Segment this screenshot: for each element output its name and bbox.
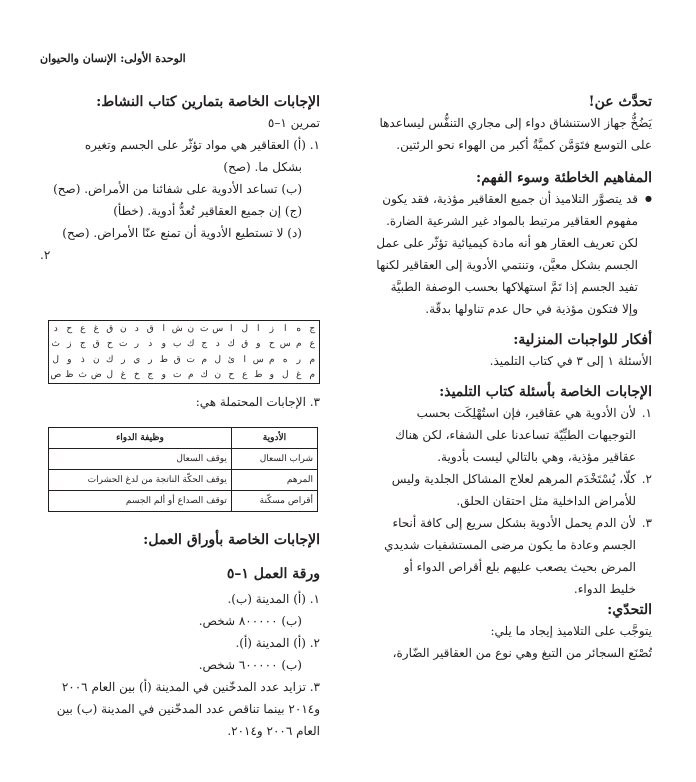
grid-letter: و bbox=[67, 354, 72, 365]
misc-line: مفهوم العقاقير مرتبط بالمواد غير الشرعية الضارة. bbox=[386, 214, 638, 228]
answer-line: كلّا، يُسْتَخْدَم المرهم لعلاج المشاكل الجلدية وليس bbox=[391, 472, 636, 486]
grid-letter: ر bbox=[296, 354, 301, 365]
answer-line: الجسم وعادة ما يكون مرضى المستشفيات شديدي bbox=[384, 538, 636, 552]
table-header: الأدوية bbox=[231, 428, 317, 449]
grid-letter: ا bbox=[230, 323, 233, 334]
talk-line: على التوسع فتَوَمَّن كميَّةٌ أكبر من الهواء نحو الرئتين. bbox=[396, 138, 652, 152]
grid-letter: غ bbox=[93, 323, 99, 334]
grid-letter: ط bbox=[254, 370, 263, 381]
table-row bbox=[49, 449, 318, 470]
grid-letter: ع bbox=[242, 370, 248, 381]
table-header-row bbox=[49, 428, 318, 449]
misc-line: وإلا فتكون مؤذية في حال عدم تناولها بدقّة. bbox=[425, 302, 638, 316]
grid-letter: د bbox=[134, 323, 139, 334]
grid-letter: ت bbox=[200, 323, 209, 334]
exercise-label: تمرين ١–٥ bbox=[267, 116, 320, 130]
grid-letter: و bbox=[161, 370, 166, 381]
grid-letter: ق bbox=[173, 354, 181, 365]
misc-line: تفيد الجسم إذا تَمَّ استهلاكها بحسب الوصفة الطبيَّة bbox=[390, 280, 638, 294]
grid-letter: ز bbox=[67, 339, 72, 350]
challenge-line: تُصْنَع السجائر من التبغ وهي نوع من العقاقير الضّارة، bbox=[392, 646, 652, 660]
table-row bbox=[49, 491, 318, 512]
grid-letter: ن bbox=[214, 370, 222, 381]
ws-line: ١. (أ) المدينة (ب). bbox=[227, 592, 320, 606]
grid-letter: غ bbox=[296, 370, 302, 381]
grid-letter: ت bbox=[173, 370, 182, 381]
grid-letter: و bbox=[256, 339, 261, 350]
sb-answer-3 bbox=[336, 512, 652, 600]
ws-line: (ب) ٦٠٠٠٠٠ شخص. bbox=[198, 658, 302, 672]
grid-letter: ر bbox=[134, 339, 139, 350]
grid-letter: ل bbox=[106, 370, 114, 381]
q1-line: بشكل ما. (صح) bbox=[223, 160, 302, 174]
q2-number: ٢. bbox=[40, 248, 51, 262]
worksheet-subtitle: ورقة العمل ١–٥ bbox=[226, 566, 320, 582]
ws-line: و٢٠١٤ بينما تناقص عدد المدخّنين في المدينة (ب) بين bbox=[56, 702, 320, 716]
grid-letter: ذ bbox=[80, 354, 85, 365]
grid-letter: ب bbox=[173, 339, 182, 350]
grid-letter: س bbox=[279, 339, 291, 350]
grid-letter: م bbox=[268, 354, 275, 365]
q1-sub: (ج) إن جميع العقاقير تُعدُّ أدوية. (خطأ) bbox=[113, 204, 302, 218]
table-cell: يوقف السعال bbox=[49, 449, 232, 470]
unit-title: الوحدة الأولى: الإنسان والحيوان bbox=[40, 52, 186, 65]
table-cell: توقف الصداع أو ألم الجسم bbox=[49, 491, 232, 512]
answer-line: خليط الدواء. bbox=[573, 582, 636, 596]
grid-letter: ث bbox=[78, 370, 87, 381]
grid-letter: ي bbox=[133, 354, 141, 365]
word-search-grid bbox=[48, 320, 320, 384]
grid-letter: م bbox=[309, 354, 316, 365]
talk-line: يَضُخُّ جهاز الاستنشاق دواء إلى مجاري التنفُّس ليساعدها bbox=[379, 116, 652, 130]
grid-letter: ح bbox=[228, 370, 235, 381]
medicines-table bbox=[48, 427, 318, 512]
grid-letter: ق bbox=[146, 323, 154, 334]
grid-letter: ع bbox=[80, 323, 86, 334]
grid-letter: و bbox=[161, 339, 166, 350]
student-book-answers-title: الإجابات الخاصة بأسئلة كتاب التلميذ: bbox=[439, 384, 652, 400]
table-cell: شراب السعال bbox=[231, 449, 317, 470]
grid-letter: ه bbox=[296, 323, 302, 334]
q3-label: ٣. الإجابات المحتملة هي: bbox=[195, 395, 320, 409]
grid-letter: ل bbox=[52, 354, 60, 365]
grid-letter: ج bbox=[147, 370, 154, 381]
homework-line: الأسئلة ١ إلى ٣ في كتاب التلميذ. bbox=[489, 354, 652, 368]
challenge-title: التحدّي: bbox=[607, 602, 652, 618]
item-number: ٢. bbox=[641, 472, 652, 486]
grid-letter: ن bbox=[119, 323, 127, 334]
grid-letter: ك bbox=[106, 354, 114, 365]
grid-letter: م bbox=[201, 354, 208, 365]
grid-letter: خ bbox=[133, 370, 140, 381]
grid-letter: ح bbox=[106, 339, 113, 350]
grid-letter: ز bbox=[269, 323, 274, 334]
grid-letter: ش bbox=[171, 323, 183, 334]
grid-letter: ح bbox=[268, 339, 275, 350]
ws-line: العام ٢٠٠٦ و٢٠١٤. bbox=[227, 724, 320, 738]
answer-line: لأن الدم يحمل الأدوية بشكل سريع إلى كافة أنحاء bbox=[392, 516, 636, 530]
q1-sub: (د) لا تستطيع الأدوية أن تمنع عنّا الأمراض. (صح) bbox=[62, 226, 302, 240]
grid-letter: ط bbox=[159, 354, 168, 365]
grid-letter: ض bbox=[90, 370, 102, 381]
item-number: ١. bbox=[641, 406, 652, 420]
grid-letter: ك bbox=[227, 339, 235, 350]
left-column bbox=[40, 92, 320, 266]
grid-letter: ل bbox=[281, 370, 289, 381]
grid-letter: ر bbox=[148, 354, 153, 365]
grid-letter: ق bbox=[106, 323, 114, 334]
q1-line: ١. (أ) العقاقير هي مواد تؤثّر على الجسم وتغيره bbox=[84, 138, 320, 152]
grid-letter: ج bbox=[201, 339, 208, 350]
grid-letter: ح bbox=[66, 323, 73, 334]
worksheet-answers-title: الإجابات الخاصة بأوراق العمل: bbox=[143, 532, 320, 548]
grid-letter: د bbox=[53, 323, 58, 334]
item-number: ٣. bbox=[641, 516, 652, 530]
grid-letter: م bbox=[187, 370, 194, 381]
grid-letter: ج bbox=[309, 323, 316, 334]
grid-letter: ل bbox=[214, 354, 222, 365]
grid-letter: ا bbox=[257, 323, 260, 334]
table-cell: يوقف الحكّة الناتجة من لدغ الحشرات bbox=[49, 470, 232, 491]
table-cell: المرهم bbox=[231, 470, 317, 491]
sb-answer-1 bbox=[336, 402, 652, 468]
sb-answer-2 bbox=[336, 468, 652, 512]
grid-letter: ت bbox=[119, 339, 128, 350]
grid-letter: ق bbox=[92, 339, 100, 350]
homework-title: أفكار للواجبات المنزلية: bbox=[513, 332, 652, 348]
grid-letter: ا bbox=[243, 354, 247, 365]
grid-letter: ه bbox=[282, 354, 288, 365]
q1-sub: (ب) تساعد الأدوية على شفائنا من الأمراض. (صح) bbox=[53, 182, 302, 196]
ws-line: ٢. (أ) المدينة (أ). bbox=[235, 636, 320, 650]
worksheet-answers bbox=[40, 530, 320, 742]
misc-line: الجسم بشكل معيَّن، وتنتمي الأدوية إلى العقاقير لكنها bbox=[376, 258, 638, 272]
table-header: وظيفة الدواء bbox=[49, 428, 232, 449]
misconception-bullet bbox=[336, 188, 652, 320]
grid-letter: م bbox=[309, 370, 316, 381]
right-column bbox=[336, 92, 652, 664]
grid-letter: ا bbox=[162, 323, 166, 334]
grid-letter: د bbox=[148, 339, 153, 350]
answer-line: المرض بحيث يصعب عليهم بلع أقراص الدواء أو bbox=[403, 560, 636, 574]
ws-line: ٣. تزايد عدد المدخّنين في المدينة (أ) بين العام ٢٠٠٦ bbox=[61, 680, 320, 694]
answer-line: عقاقير مؤذية، وهي بالتالي ليست بأدوية. bbox=[437, 450, 636, 464]
grid-letter: ن bbox=[92, 354, 100, 365]
grid-letter: غ bbox=[120, 370, 126, 381]
grid-letter: م bbox=[295, 339, 302, 350]
misc-line: ● قد يتصوَّر التلاميذ أن جميع العقاقير مؤذية، فقد يكون bbox=[382, 192, 638, 206]
grid-letter: ث bbox=[51, 339, 60, 350]
ws-line: (ب) ٨٠٠٠٠٠ شخص. bbox=[198, 614, 302, 628]
answer-line: لأن الأدوية هي عقاقير، فإن استُهْلِكَت بحسب bbox=[416, 406, 636, 420]
grid-letter: ن bbox=[187, 323, 195, 334]
challenge-line: يتوجَّب على التلاميذ إيجاد ما يلي: bbox=[490, 624, 652, 638]
grid-letter: د bbox=[215, 339, 220, 350]
answer-line: للأمراض الداخلية مثل احتقان الحلق. bbox=[456, 494, 636, 508]
grid-letter: ا bbox=[284, 323, 287, 334]
grid-letter: ج bbox=[79, 339, 86, 350]
grid-letter: ل bbox=[241, 323, 249, 334]
grid-letter: س bbox=[212, 323, 224, 334]
grid-letter: ص bbox=[50, 370, 62, 381]
grid-letter: ت bbox=[186, 354, 195, 365]
grid-letter: ك bbox=[187, 339, 195, 350]
table-cell: أقراص مسكّنة bbox=[231, 491, 317, 512]
grid-letter: س bbox=[252, 354, 264, 365]
misc-line: لكن تعريف العقار هو أنه مادة كيميائية تؤثّر على عمل bbox=[376, 236, 638, 250]
grid-letter: ق bbox=[241, 339, 249, 350]
grid-letter: ع bbox=[309, 339, 315, 350]
grid-letter: ك bbox=[200, 370, 208, 381]
grid-letter: ئ bbox=[227, 354, 235, 365]
table-row bbox=[49, 470, 318, 491]
misconceptions-title: المفاهيم الخاطئة وسوء الفهم: bbox=[476, 170, 652, 186]
answer-line: التوجيهات الطبِّيّة تساعدنا على الشفاء، لكن هناك bbox=[395, 428, 636, 442]
activity-book-answers-title: الإجابات الخاصة بتمارين كتاب النشاط: bbox=[96, 94, 320, 110]
grid-letter: و bbox=[269, 370, 274, 381]
talk-title: تحدَّث عن! bbox=[588, 94, 652, 110]
grid-letter: ر bbox=[121, 354, 126, 365]
grid-letter: ظ bbox=[65, 370, 74, 381]
